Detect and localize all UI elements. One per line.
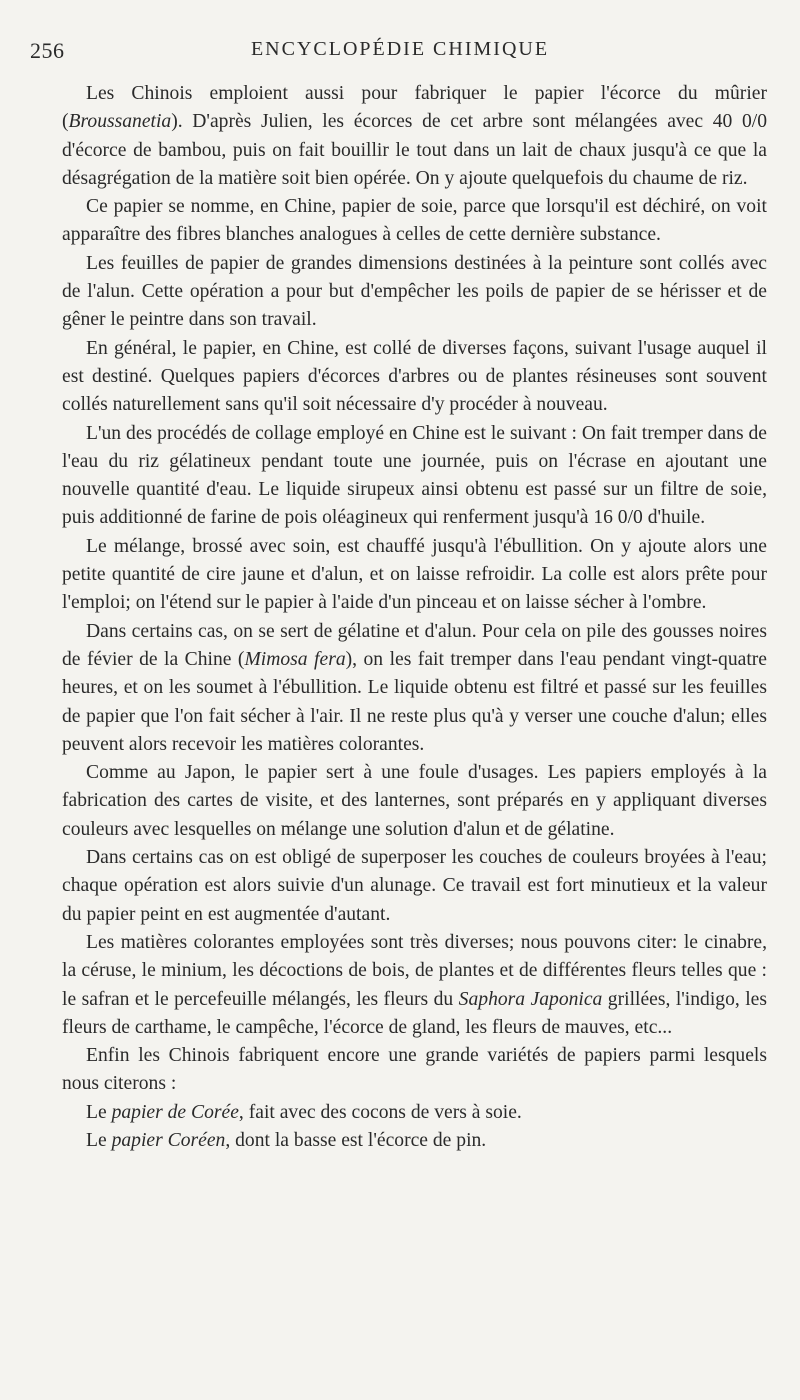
paragraph-text: Le mélange, brossé avec soin, est chauffé jusqu'à l'ébullition. On y ajoute alors une petite quantité de cire jaune et d'alun, et on laisse refroidir. La colle est alors prête pour l'emploi; on l'étend sur le papier à l'aide d'un pinceau et on laisse sécher à l'ombre. xyxy=(62,535,767,614)
paragraph-text: En général, le papier, en Chine, est collé de diverses façons, suivant l'usage auquel il est destiné. Quelques papiers d'écorces d'arbres ou de plantes résineuses sont souvent collés naturellement sans qu'il soit nécessaire d'y procéder à nouveau. xyxy=(62,337,767,416)
paragraph-text: ). D'après Julien, les écorces de cet arbre sont mélangées avec 40 0/0 d'écorce de bambou, puis on fait bouillir le tout dans un lait de chaux jusqu'à ce que la désagrégation de la matière soit bien opérée. On y ajoute quelquefois du chaume de riz. xyxy=(62,111,767,189)
paragraph-italic-text: Broussanetia xyxy=(68,111,172,133)
paragraph xyxy=(62,1042,767,1099)
paragraph-text: Le xyxy=(86,1129,112,1151)
paragraph xyxy=(62,250,767,335)
paragraph-italic-text: Saphora Japonica xyxy=(458,988,603,1010)
paragraph-text: Comme au Japon, le papier sert à une foule d'usages. Les papiers employés à la fabrication des cartes de visite, et des lanternes, sont préparés en y appliquant diverses couleurs avec lesquelles on mélange une solution d'alun et de gélatine. xyxy=(62,762,767,840)
paragraph-text: , fait avec des cocons de vers à soie. xyxy=(238,1101,522,1123)
paragraph xyxy=(62,759,767,844)
page-number: 256 xyxy=(30,38,65,63)
paragraph-italic-text: Mimosa fera xyxy=(244,648,346,670)
body-text xyxy=(62,80,767,1155)
paragraph-text: , dont la basse est l'écorce de pin. xyxy=(225,1129,487,1151)
paragraph-text: Le xyxy=(86,1101,112,1123)
paragraph-text: Ce papier se nomme, en Chine, papier de soie, parce que lorsqu'il est déchiré, on voit apparaître des fibres blanches analogues à celles de cette dernière substance. xyxy=(62,196,767,246)
paragraph xyxy=(62,929,767,1042)
paragraph xyxy=(62,193,767,250)
page-header xyxy=(30,38,770,68)
paragraph xyxy=(62,844,767,929)
paragraph-text: Dans certains cas on est obligé de superposer les couches de couleurs broyées à l'eau; chaque opération est alors suivie d'un alunage. Ce travail est fort minutieux et la valeur du papier peint en est augmentée d'autant. xyxy=(62,847,767,925)
paragraph-text: Les Chinois emploient aussi pour fabriquer le papier l'écorce du mûrier ( xyxy=(62,83,767,133)
paragraph-text: grillées, l'indigo, les fleurs de carthame, le campêche, l'écorce de gland, les fleurs de mauves, etc... xyxy=(62,988,767,1038)
paragraph xyxy=(62,335,767,420)
paragraph xyxy=(62,618,767,759)
paragraph-italic-text: papier Coréen xyxy=(111,1129,226,1151)
paragraph xyxy=(62,1127,767,1155)
running-title: ENCYCLOPÉDIE CHIMIQUE xyxy=(250,38,550,60)
paragraph xyxy=(62,1099,767,1127)
paragraph-text: Les feuilles de papier de grandes dimensions destinées à la peinture sont collés avec de l'alun. Cette opération a pour but d'empêcher les poils de papier de se hérisser et de gêner le peintre dans son travail. xyxy=(62,252,767,331)
paragraph-text: ), on les fait tremper dans l'eau pendant vingt-quatre heures, et on les soumet à l'ébullition. Le liquide obtenu est filtré et passé sur les feuilles de papier que l'on fait sécher à l'air. Il ne reste plus qu'à y verser une couche d'alun; elles peuvent alors recevoir les matières colorantes. xyxy=(62,648,767,755)
paragraph-text: Enfin les Chinois fabriquent encore une grande variétés de papiers parmi lesquels nous citerons : xyxy=(62,1045,767,1095)
paragraph xyxy=(62,420,767,533)
paragraph-text: L'un des procédés de collage employé en Chine est le suivant : On fait tremper dans de l'eau du riz gélatineux pendant toute une journée, puis on l'écrase en ajoutant une nouvelle quantité d'eau. Le liquide sirupeux ainsi obtenu est passé sur un filtre de soie, puis additionné de farine de pois oléagineux qui renferment jusqu'à 16 0/0 d'huile. xyxy=(62,422,767,529)
paragraph-italic-text: papier de Corée xyxy=(111,1101,239,1123)
paragraph-text: Les matières colorantes employées sont très diverses; nous pouvons citer: le cinabre, la céruse, le minium, les décoctions de bois, de plantes et de différentes fleurs telles que : le safran et le percefeuille mélangés, les fleurs du xyxy=(62,931,767,1010)
paragraph-text: Dans certains cas, on se sert de gélatine et d'alun. Pour cela on pile des gousses noires de févier de la Chine ( xyxy=(62,620,767,670)
paragraph xyxy=(62,80,767,193)
paragraph xyxy=(62,533,767,618)
